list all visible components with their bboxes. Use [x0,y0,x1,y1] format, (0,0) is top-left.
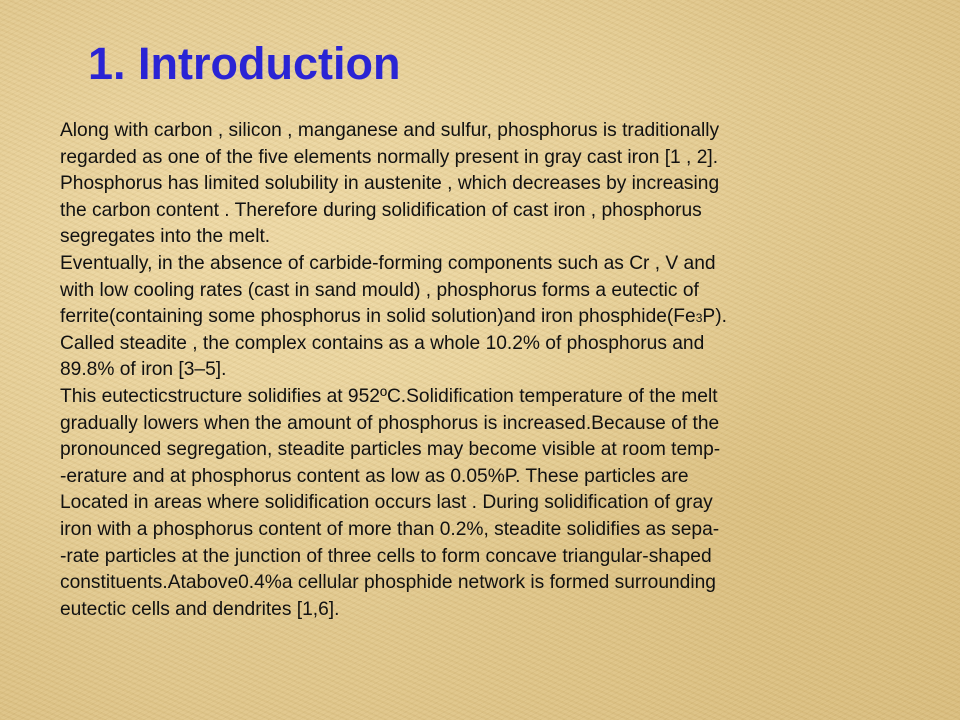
text-line-1: Along with carbon , silicon , manganese and sulfur, phosphorus is traditionally [60,120,720,141]
text-line-15: Located in areas where solidification occurs last . During solidification of gray [60,492,713,514]
text-line-13: pronounced segregation, steadite particles may become visible at room temp- [60,439,721,461]
text-line-11: This eutecticstructure solidifies at 952ºC.Solidification temperature of the melt [60,385,718,407]
text-line-14: -erature and at phosphorus content as low as 0.05%P. These particles are [60,465,689,487]
text-line-5: segregates into the melt. [60,226,271,248]
text-line-7: with low cooling rates (cast in sand mould) , phosphorus forms a eutectic of [60,279,699,301]
text-line-2: regarded as one of the five elements normally present in gray cast iron [1 , 2]. [60,146,719,168]
body-text [60,118,895,623]
text-line-8 [60,304,895,331]
text-line-9: Called steadite , the complex contains as a whole 10.2% of phosphorus and [60,332,705,354]
text-line-12: gradually lowers when the amount of phosphorus is increased.Because of the [60,412,720,434]
text-line-18: constituents.Atabove0.4%a cellular phosphide network is formed surrounding [60,572,716,594]
text-line-17: -rate particles at the junction of three cells to form concave triangular-shaped [60,545,712,567]
text-line-8-start: ferrite(containing some phosphorus in solid solution)and iron phosphide(Fe [60,306,696,328]
slide-title: 1. Introduction [88,38,401,89]
subscript-3: 3 [695,311,703,326]
text-line-8-end: P). [702,306,727,328]
text-line-6: Eventually, in the absence of carbide-forming components such as Cr , V and [60,252,716,274]
text-line-3: Phosphorus has limited solubility in austenite , which decreases by increasing [60,173,720,195]
text-line-19: eutectic cells and dendrites [1,6]. [60,598,340,620]
text-line-4: the carbon content . Therefore during solidification of cast iron , phosphorus [60,199,702,221]
text-line-16: iron with a phosphorus content of more than 0.2%, steadite solidifies as sepa- [60,518,720,540]
text-line-10: 89.8% of iron [3–5]. [60,359,227,381]
